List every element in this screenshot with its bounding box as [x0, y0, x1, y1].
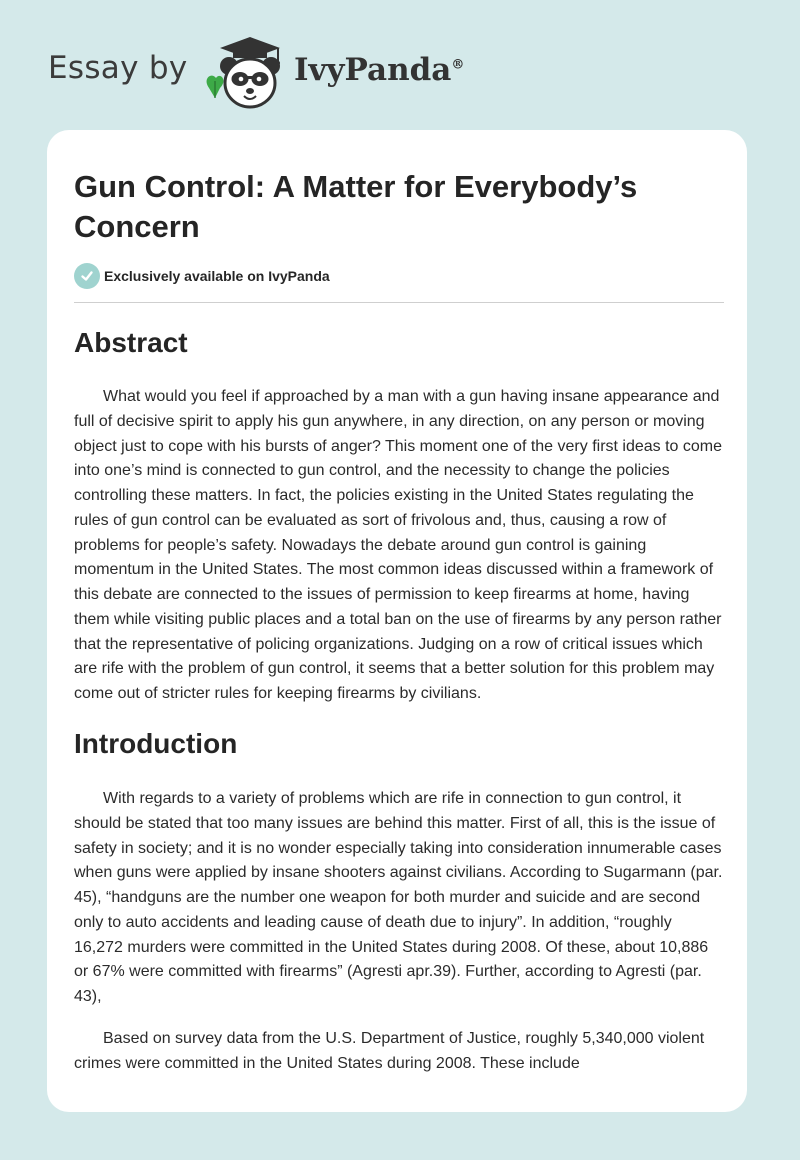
- check-circle-icon: [74, 263, 100, 289]
- site-logo[interactable]: [48, 34, 508, 114]
- divider: [74, 302, 724, 303]
- introduction-paragraph-2: Based on survey data from the U.S. Department of Justice, roughly 5,340,000 violent crimes were committed in the United States during 2008. These include: [74, 1030, 705, 1072]
- section-heading-introduction: Introduction: [74, 728, 238, 759]
- logo-prefix: Essay by: [48, 50, 188, 86]
- page-title: Gun Control: A Matter for Everybody’s Concern: [74, 169, 638, 244]
- exclusive-label: Exclusively available on IvyPanda: [104, 268, 330, 284]
- abstract-paragraph: What would you feel if approached by a man with a gun having insane appearance and full of decisive spirit to apply his gun anywhere, in any direction, on any person or moving object just to cope with his bursts of anger? This moment one of the very first ideas to come into one’s mind is connected to gun control, and the necessity to change the policies controlling these matters. In fact, the policies existing in the United States regulating the rules of gun control can be evaluated as sort of frivolous and, thus, causing a row of problems for people’s safety. Nowadays the debate around gun control is gaining momentum in the United States. The most common ideas discussed within a framework of this debate are connected to the issues of permission to keep firearms at home, having them while visiting public places and a total ban on the use of firearms by any person rather that the representative of policing organizations. Judging on a row of critical issues which are rife with the problem of gun control, it seems that a better solution for this problem may come out of stricter rules for keeping firearms by civilians.: [74, 388, 723, 702]
- section-heading-abstract: Abstract: [74, 327, 188, 358]
- introduction-paragraph-1: With regards to a variety of problems which are rife in connection to gun control, it should be stated that too many issues are behind this matter. First of all, this is the issue of safety in society; and it is no wonder especially taking into consideration innumerable cases when guns were applied by insane shooters against civilians. According to Sugarmann (par. 45), “handguns are the number one weapon for both murder and suicide and are second only to auto accidents and leading cause of death due to injury”. In addition, “roughly 16,272 murders were committed in the United States during 2008. Of these, about 10,886 or 67% were committed with firearms” (Agresti apr.39). Further, according to Agresti (par. 43),: [74, 790, 723, 1005]
- essay-card: [47, 130, 747, 1112]
- exclusive-badge: [74, 262, 330, 290]
- panda-graduate-icon: [200, 34, 294, 110]
- logo-brand: IvyPanda®: [294, 52, 465, 88]
